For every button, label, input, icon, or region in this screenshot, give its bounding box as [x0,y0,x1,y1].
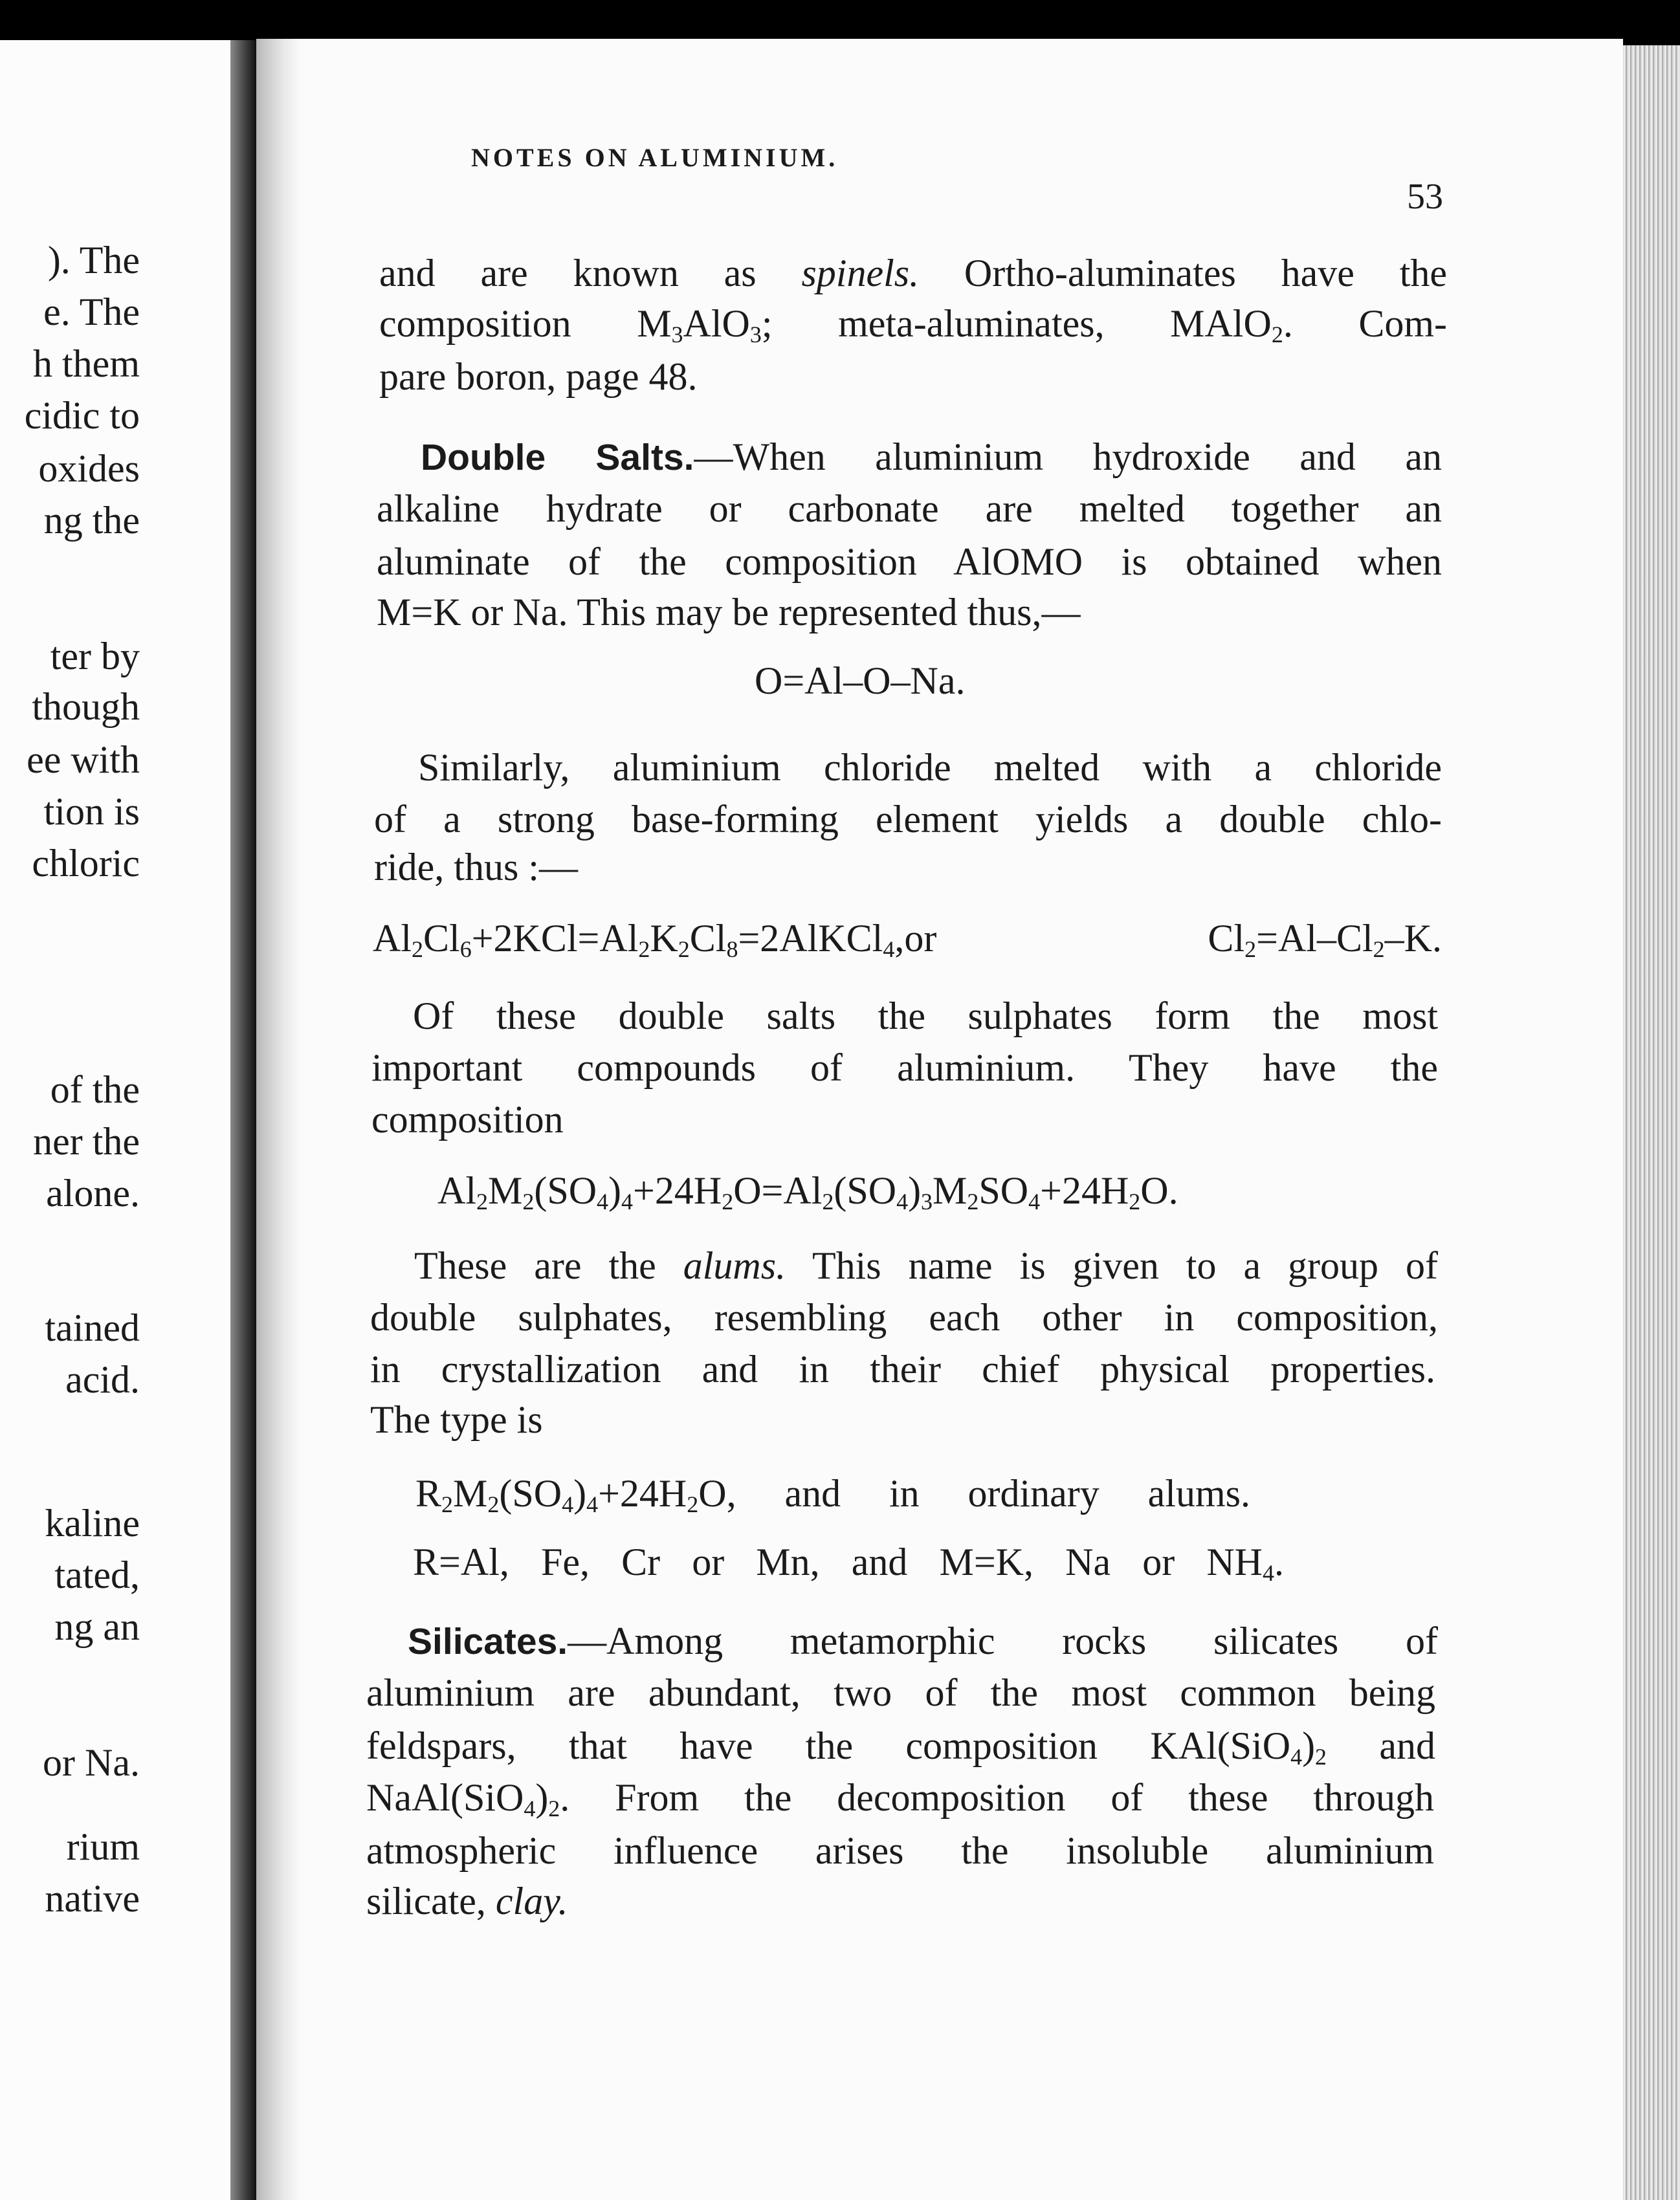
text-line: These are the alums. This name is given to a group of [414,1244,1438,1287]
chemical-formula: $R_2M_2(SO_4)_4+24H_2O$, and in ordinary alums. [415,1472,1250,1517]
left-page-text-fragment: ng the [43,499,140,542]
left-page-text-fragment: tion is [43,790,140,833]
text-line: alkaline hydrate or carbonate are melted together an [377,487,1442,530]
formula: O=Al–O–Na. [755,659,966,702]
left-page-text-fragment: e. The [43,291,140,333]
italic-term: alums. [683,1244,786,1287]
left-page-text-fragment: tained [45,1306,140,1349]
section-heading: Double Salts. [421,437,694,478]
left-page-text-fragment: ner the [33,1120,140,1163]
left-page-text-fragment: chloric [32,842,140,885]
text-line: composition [371,1098,564,1141]
text-line: aluminium are abundant, two of the most common being [366,1671,1435,1714]
left-page-text-fragment: alone. [46,1172,140,1215]
italic-term: spinels. [801,252,920,294]
text-line: $NaAl(SiO_4)_2$. From the decomposition of these through [366,1776,1434,1821]
text-line: The type is [370,1398,543,1441]
text-line: important compounds of aluminium. They have the [371,1046,1438,1089]
chemical-equation: $Al_2M_2(SO_4)_4+24H_2O=Al_2(SO_4)_3M_2SO_4+24H_2O$. [437,1169,1178,1215]
text-line: ride, thus :— [374,846,578,888]
left-page-text-fragment: kaline [45,1502,140,1545]
page-number: 53 [1407,177,1443,217]
left-page-text-fragment: or Na. [43,1741,140,1784]
left-page-text-fragment: acid. [65,1358,140,1401]
left-page-text-fragment: oxides [38,447,140,490]
text-line: pare boron, page 48. [379,355,698,398]
italic-term: clay. [495,1880,568,1922]
left-page-text-fragment: tated, [54,1554,140,1596]
left-page-text-fragment: h them [33,342,140,385]
page-fore-edge [1623,45,1680,2200]
left-page-text-fragment: of the [50,1068,140,1111]
text-line: feldspars, that have the composition $KAl(SiO_4)_2$ and [366,1724,1435,1770]
left-page-text-fragment: cidic to [24,394,140,437]
text-line: atmospheric influence arises the insoluble aluminium [366,1829,1434,1872]
running-head: NOTES ON ALUMINIUM. [471,143,839,172]
text-line: double sulphates, resembling each other in composition, [370,1296,1438,1339]
section-heading: Silicates. [408,1621,568,1662]
chemical-equation: $Al_2Cl_6+2KCl=Al_2K_2Cl_8=2AlKCl_4,or$ $Cl_2=Al-Cl_2-K$. [373,917,1442,962]
left-page-text-fragment: native [45,1877,140,1920]
text-line: aluminate of the composition AlOMO is obtained when [377,540,1442,583]
section-line: Double Salts.—When aluminium hydroxide and an [421,435,1442,478]
text-line: in crystallization and in their chief physical properties. [370,1348,1435,1391]
page-gutter-shadow [256,39,302,2200]
text-line: Of these double salts the sulphates form the most [413,995,1438,1037]
text-line: silicate, clay. [366,1880,568,1922]
left-page-text-fragment: rium [66,1825,140,1868]
text-line: of a strong base-forming element yields a double chlo- [374,798,1442,841]
left-page-text-fragment: though [32,685,140,728]
left-page-text-fragment: ng an [54,1605,140,1648]
left-facing-page [0,40,230,2200]
left-page-text-fragment: ee with [27,738,140,781]
left-page-text-fragment: ). The [47,239,140,281]
section-line: Silicates.—Among metamorphic rocks silicates of [408,1620,1438,1662]
book-gutter [230,40,256,2200]
text-line: and are known as spinels. Ortho-aluminates have the [379,252,1447,294]
chemical-formula: R=Al, Fe, Cr or Mn, and M=K, Na or $NH_4$. [413,1541,1284,1586]
text-line: Similarly, aluminium chloride melted with a chloride [418,746,1442,789]
text-line: composition $M_3AlO_3$; meta-aluminates, MAlO$_2$. Com- [379,302,1448,347]
left-page-text-fragment: ter by [50,635,140,677]
text-line: M=K or Na. This may be represented thus,— [377,591,1081,633]
